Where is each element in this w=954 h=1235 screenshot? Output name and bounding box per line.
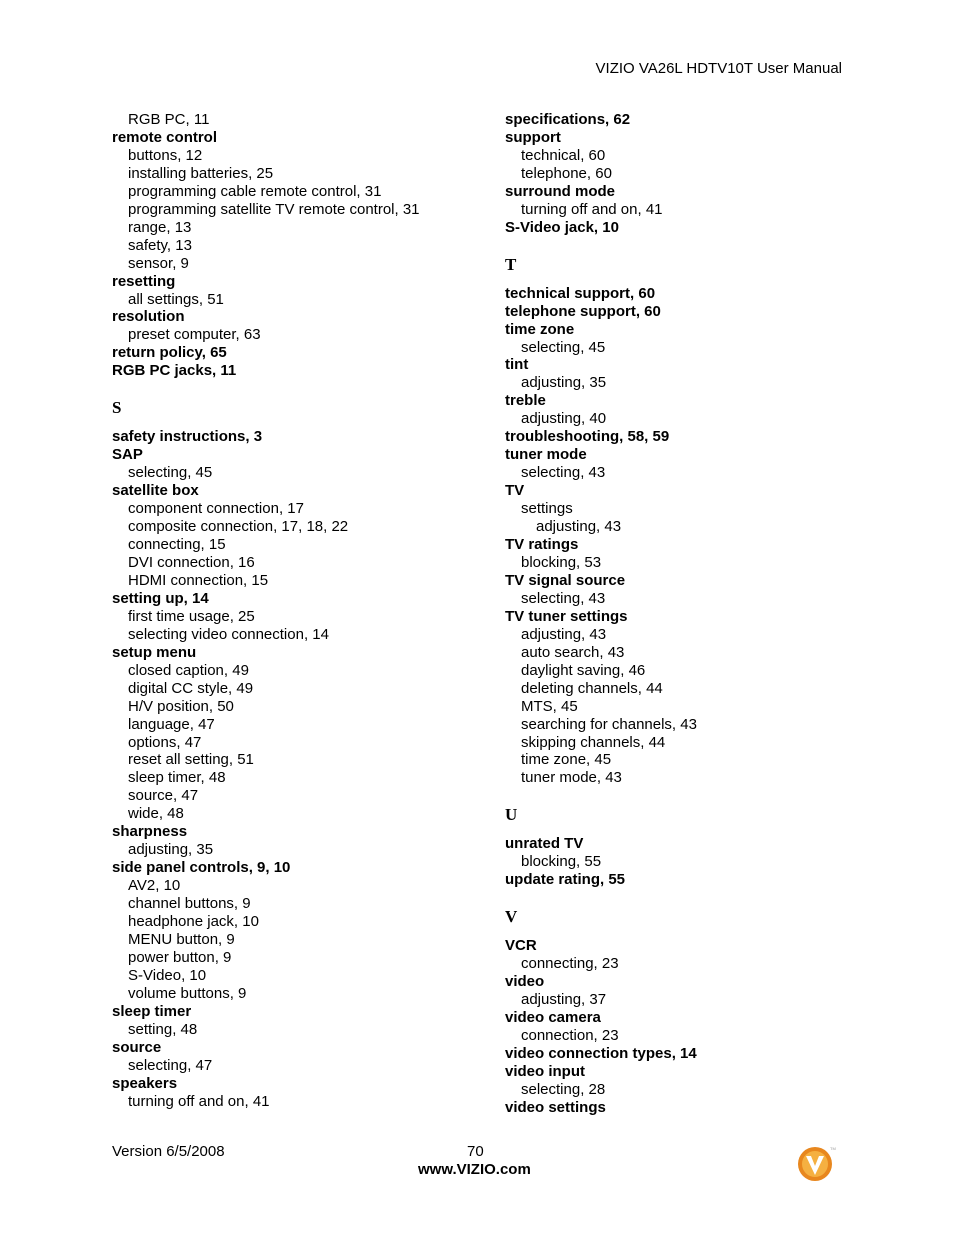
index-sub-entry: setting, 48 xyxy=(128,1020,198,1038)
footer-version: Version 6/5/2008 xyxy=(112,1143,225,1160)
vizio-v-logo-icon xyxy=(797,1145,835,1183)
index-sub-entry: settings xyxy=(521,500,573,518)
index-sub-entry: preset computer, 63 xyxy=(128,326,261,344)
index-main-entry: support xyxy=(505,128,561,146)
index-main-entry: setup menu xyxy=(112,643,197,661)
index-sub-entry: adjusting, 40 xyxy=(521,410,607,428)
index-sub-entry: wide, 48 xyxy=(128,805,184,823)
index-sub-entry: deleting channels, 44 xyxy=(521,679,663,697)
index-main-entry: specifications, 62 xyxy=(505,111,631,128)
index-main-entry: technical support, 60 xyxy=(505,284,656,302)
index-sub-entry: buttons, 12 xyxy=(128,146,203,164)
index-main-entry: video xyxy=(505,973,545,991)
index-main-entry: sleep timer xyxy=(112,1002,192,1020)
index-sub-entry: all settings, 51 xyxy=(128,290,224,308)
index-sub-entry: DVI connection, 16 xyxy=(128,553,255,571)
index-sub-entry: daylight saving, 46 xyxy=(521,661,646,679)
index-sub-entry: AV2, 10 xyxy=(128,877,181,895)
index-main-entry: TV xyxy=(505,482,525,500)
index-sub-entry: time zone, 45 xyxy=(521,751,612,769)
index-sub-entry: HDMI connection, 15 xyxy=(128,571,269,589)
index-sub-entry: connection, 23 xyxy=(521,1026,619,1044)
index-main-entry: S-Video jack, 10 xyxy=(505,218,619,236)
index-main-entry: remote control xyxy=(112,128,218,146)
index-main-entry: return policy, 65 xyxy=(112,344,227,362)
index-main-entry: satellite box xyxy=(112,482,199,500)
index-sub-entry: adjusting, 43 xyxy=(536,518,622,536)
index-main-entry: tint xyxy=(505,356,529,374)
index-sub-entry: S-Video, 10 xyxy=(128,966,207,984)
index-main-entry: sharpness xyxy=(112,823,188,841)
index-sub-entry: MENU button, 9 xyxy=(128,930,235,948)
index-sub-entry: headphone jack, 10 xyxy=(128,913,259,931)
index-main-entry: TV tuner settings xyxy=(505,607,628,625)
index-sub-entry: adjusting, 37 xyxy=(521,991,607,1009)
index-sub-entry: RGB PC, 11 xyxy=(128,111,210,128)
index-sub-entry: blocking, 55 xyxy=(521,853,602,871)
index-sub-entry: reset all setting, 51 xyxy=(128,751,254,769)
index-sub-entry: blocking, 53 xyxy=(521,553,602,571)
index-main-entry: video connection types, 14 xyxy=(505,1044,697,1062)
index-main-entry: SAP xyxy=(112,446,143,464)
index-sub-entry: selecting, 45 xyxy=(128,464,213,482)
index-main-entry: side panel controls, 9, 10 xyxy=(112,859,291,877)
index-sub-entry: installing batteries, 25 xyxy=(128,164,274,182)
index-main-entry: setting up, 14 xyxy=(112,589,209,607)
index-sub-entry: power button, 9 xyxy=(128,948,232,966)
index-main-entry: resolution xyxy=(112,308,185,326)
index-sub-entry: connecting, 23 xyxy=(521,955,619,973)
index-sub-entry: source, 47 xyxy=(128,787,199,805)
index-sub-entry: selecting, 43 xyxy=(521,589,606,607)
index-main-entry: TV ratings xyxy=(505,536,579,554)
index-sub-entry: range, 13 xyxy=(128,218,192,236)
index-sub-entry: programming cable remote control, 31 xyxy=(128,182,382,200)
index-sub-entry: adjusting, 35 xyxy=(521,374,607,392)
index-sub-entry: turning off and on, 41 xyxy=(521,200,663,218)
index-main-entry: update rating, 55 xyxy=(505,871,626,889)
index-sub-entry: sleep timer, 48 xyxy=(128,769,226,787)
index-main-entry: video settings xyxy=(505,1098,606,1116)
index-sub-entry: selecting, 43 xyxy=(521,464,606,482)
index-sub-entry: closed caption, 49 xyxy=(128,661,249,679)
index-main-entry: time zone xyxy=(505,320,575,338)
index-column-right xyxy=(505,111,845,1117)
index-sub-entry: selecting video connection, 14 xyxy=(128,625,329,643)
index-column-left xyxy=(112,111,482,1111)
index-sub-entry: adjusting, 43 xyxy=(521,625,607,643)
index-sub-entry: tuner mode, 43 xyxy=(521,769,622,787)
index-sub-entry: sensor, 9 xyxy=(128,254,189,272)
index-main-entry: resetting xyxy=(112,272,176,290)
index-main-entry: video camera xyxy=(505,1009,601,1027)
index-sub-entry: turning off and on, 41 xyxy=(128,1092,270,1110)
index-sub-entry: selecting, 28 xyxy=(521,1080,606,1098)
index-section-letter: T xyxy=(505,254,517,274)
index-sub-entry: MTS, 45 xyxy=(521,697,578,715)
index-sub-entry: options, 47 xyxy=(128,733,202,751)
index-sub-entry: programming satellite TV remote control, 31 xyxy=(128,200,420,218)
index-sub-entry: composite connection, 17, 18, 22 xyxy=(128,518,349,536)
footer-website: www.VIZIO.com xyxy=(418,1161,531,1178)
index-main-entry: tuner mode xyxy=(505,446,587,464)
index-sub-entry: volume buttons, 9 xyxy=(128,984,247,1002)
trademark-mark: TM xyxy=(830,1146,836,1151)
index-main-entry: safety instructions, 3 xyxy=(112,428,263,446)
footer-page-number: 70 xyxy=(467,1143,484,1160)
index-main-entry: VCR xyxy=(505,937,537,955)
index-section-letter: S xyxy=(112,398,122,418)
index-main-entry: RGB PC jacks, 11 xyxy=(112,362,237,380)
index-sub-entry: channel buttons, 9 xyxy=(128,895,251,913)
index-sub-entry: digital CC style, 49 xyxy=(128,679,254,697)
index-main-entry: surround mode xyxy=(505,182,616,200)
index-sub-entry: selecting, 47 xyxy=(128,1056,213,1074)
index-sub-entry: safety, 13 xyxy=(128,236,192,254)
index-main-entry: troubleshooting, 58, 59 xyxy=(505,428,670,446)
index-main-entry: unrated TV xyxy=(505,835,584,853)
index-sub-entry: H/V position, 50 xyxy=(128,697,234,715)
index-sub-entry: component connection, 17 xyxy=(128,500,304,518)
index-main-entry: treble xyxy=(505,392,546,410)
index-sub-entry: telephone, 60 xyxy=(521,164,612,182)
index-section-letter: V xyxy=(505,907,518,927)
index-sub-entry: searching for channels, 43 xyxy=(521,715,697,733)
index-sub-entry: selecting, 45 xyxy=(521,338,606,356)
index-sub-entry: first time usage, 25 xyxy=(128,607,255,625)
index-main-entry: video input xyxy=(505,1062,585,1080)
document-header-title: VIZIO VA26L HDTV10T User Manual xyxy=(595,60,842,77)
index-main-entry: source xyxy=(112,1038,162,1056)
index-main-entry: speakers xyxy=(112,1074,178,1092)
index-sub-entry: skipping channels, 44 xyxy=(521,733,666,751)
index-main-entry: telephone support, 60 xyxy=(505,302,661,320)
index-sub-entry: language, 47 xyxy=(128,715,215,733)
index-sub-entry: technical, 60 xyxy=(521,146,606,164)
index-section-letter: U xyxy=(505,805,518,825)
index-sub-entry: connecting, 15 xyxy=(128,536,226,554)
index-main-entry: TV signal source xyxy=(505,571,626,589)
index-sub-entry: adjusting, 35 xyxy=(128,841,214,859)
index-sub-entry: auto search, 43 xyxy=(521,643,625,661)
